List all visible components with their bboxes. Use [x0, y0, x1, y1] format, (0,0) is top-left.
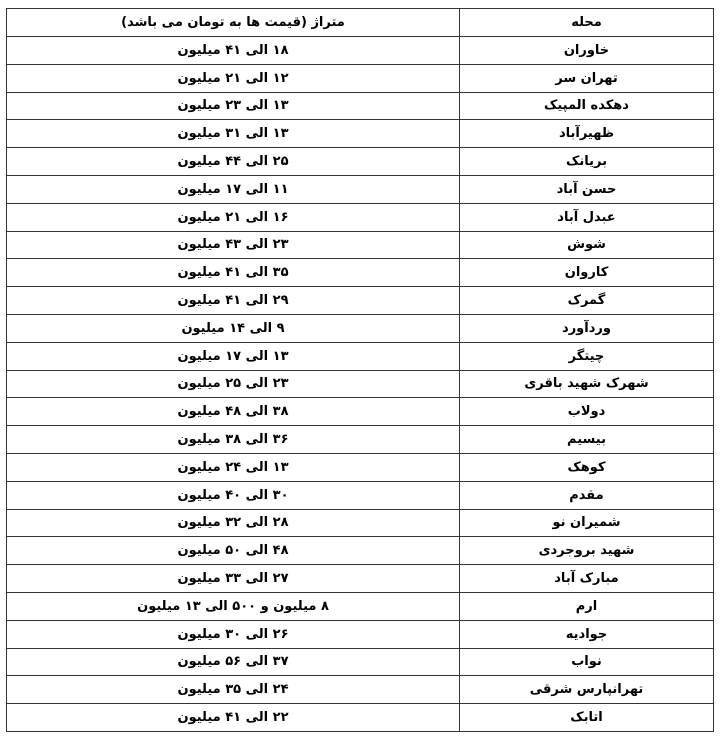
area-cell: اتابک [460, 704, 714, 732]
area-cell: تهران سر [460, 64, 714, 92]
area-cell: خاوران [460, 37, 714, 65]
table-row [7, 537, 714, 565]
price-table [6, 8, 714, 732]
area-cell: مبارک آباد [460, 565, 714, 593]
table-row [7, 148, 714, 176]
header-row [7, 9, 714, 37]
price-cell: ۲۷ الی ۳۳ میلیون [7, 565, 460, 593]
price-cell: ۲۳ الی ۲۵ میلیون [7, 370, 460, 398]
table-body [7, 37, 714, 732]
table-row [7, 648, 714, 676]
table-row [7, 453, 714, 481]
header-area: محله [460, 9, 714, 37]
price-cell: ۱۳ الی ۳۱ میلیون [7, 120, 460, 148]
area-cell: گمرک [460, 287, 714, 315]
area-cell: نواب [460, 648, 714, 676]
price-cell: ۳۷ الی ۵۶ میلیون [7, 648, 460, 676]
table-row [7, 509, 714, 537]
price-cell: ۴۸ الی ۵۰ میلیون [7, 537, 460, 565]
table-row [7, 426, 714, 454]
price-cell: ۲۴ الی ۳۵ میلیون [7, 676, 460, 704]
table-row [7, 37, 714, 65]
area-cell: جوادیه [460, 620, 714, 648]
area-cell: حسن آباد [460, 175, 714, 203]
table-row [7, 120, 714, 148]
area-cell: شمیران نو [460, 509, 714, 537]
area-cell: مقدم [460, 481, 714, 509]
area-cell: ارم [460, 592, 714, 620]
price-cell: ۲۶ الی ۳۰ میلیون [7, 620, 460, 648]
table-row [7, 398, 714, 426]
price-cell: ۱۳ الی ۲۴ میلیون [7, 453, 460, 481]
table-row [7, 287, 714, 315]
area-cell: چیتگر [460, 342, 714, 370]
table-row [7, 592, 714, 620]
table-row [7, 231, 714, 259]
area-cell: بیسیم [460, 426, 714, 454]
area-cell: دولاب [460, 398, 714, 426]
area-cell: شهید بروجردی [460, 537, 714, 565]
price-cell: ۱۶ الی ۲۱ میلیون [7, 203, 460, 231]
table-row [7, 64, 714, 92]
area-cell: تهرانپارس شرقی [460, 676, 714, 704]
header-price: متراژ (قیمت ها به تومان می باشد) [7, 9, 460, 37]
table-row [7, 676, 714, 704]
price-cell: ۲۵ الی ۴۴ میلیون [7, 148, 460, 176]
area-cell: بریانک [460, 148, 714, 176]
table-row [7, 203, 714, 231]
table-row [7, 175, 714, 203]
price-cell: ۱۸ الی ۴۱ میلیون [7, 37, 460, 65]
price-cell: ۳۶ الی ۳۸ میلیون [7, 426, 460, 454]
price-cell: ۲۳ الی ۴۳ میلیون [7, 231, 460, 259]
table-row [7, 370, 714, 398]
table-row [7, 259, 714, 287]
area-cell: کوهک [460, 453, 714, 481]
area-cell: وردآورد [460, 314, 714, 342]
price-cell: ۳۸ الی ۴۸ میلیون [7, 398, 460, 426]
price-cell: ۱۲ الی ۲۱ میلیون [7, 64, 460, 92]
price-cell: ۱۱ الی ۱۷ میلیون [7, 175, 460, 203]
table-row [7, 342, 714, 370]
price-cell: ۲۲ الی ۴۱ میلیون [7, 704, 460, 732]
price-cell: ۸ میلیون و ۵۰۰ الی ۱۳ میلیون [7, 592, 460, 620]
table-row [7, 92, 714, 120]
price-cell: ۲۸ الی ۳۲ میلیون [7, 509, 460, 537]
table-row [7, 704, 714, 732]
price-cell: ۲۹ الی ۴۱ میلیون [7, 287, 460, 315]
area-cell: ظهیرآباد [460, 120, 714, 148]
table-row [7, 565, 714, 593]
price-cell: ۹ الی ۱۴ میلیون [7, 314, 460, 342]
price-cell: ۱۳ الی ۲۳ میلیون [7, 92, 460, 120]
table-row [7, 620, 714, 648]
price-cell: ۳۰ الی ۴۰ میلیون [7, 481, 460, 509]
table-row [7, 314, 714, 342]
area-cell: دهکده المپیک [460, 92, 714, 120]
area-cell: شوش [460, 231, 714, 259]
price-cell: ۱۳ الی ۱۷ میلیون [7, 342, 460, 370]
price-cell: ۳۵ الی ۴۱ میلیون [7, 259, 460, 287]
table-row [7, 481, 714, 509]
area-cell: کاروان [460, 259, 714, 287]
area-cell: عبدل آباد [460, 203, 714, 231]
area-cell: شهرک شهید باقری [460, 370, 714, 398]
